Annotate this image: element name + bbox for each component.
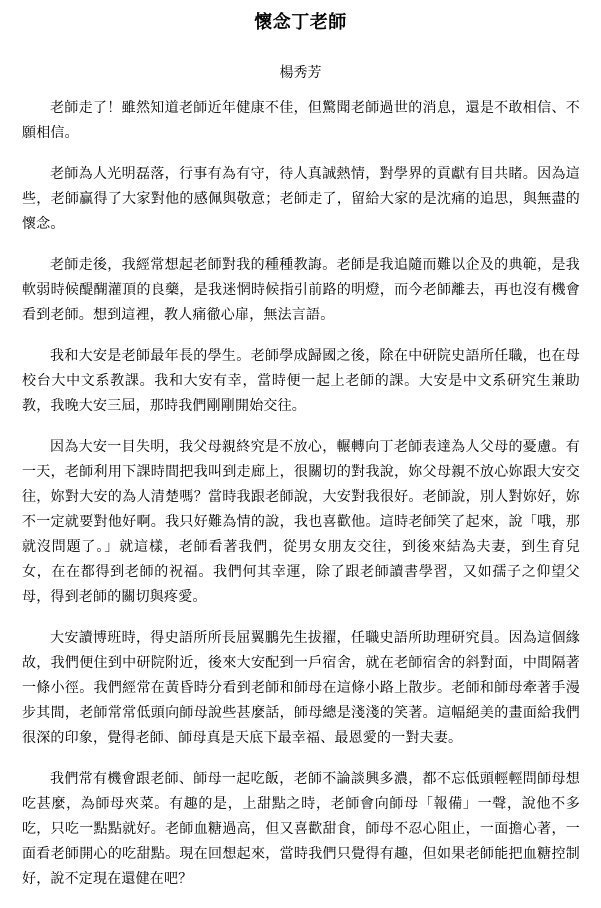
- paragraph: 我們常有機會跟老師、師母一起吃飯，老師不論談興多濃，都不忘低頭輕輕問師母想吃甚麼，為師母夾菜。有趣的是，上甜點之時，老師會向師母「報備」一聲，說他不多吃，只吃一點點就好。老師血糖過高，但又喜歡甜食，師母不忍心阻止，一面擔心著，一面看老師開心的吃甜點。現在回想起來，當時我們只覺得有趣，但如果老師能把血糖控制好，說不定現在還健在吧？: [22, 771, 580, 887]
- paragraph: 老師走後，我經常想起老師對我的種種教誨。老師是我追隨而難以企及的典範，是我軟弱時候醍醐灌頂的良藥，是我迷惘時候指引前路的明燈，而今老師離去，再也沒有機會看到老師。想到這裡，教人痛徹心扉，無法言語。: [22, 257, 580, 323]
- author-name: 楊秀芳: [279, 65, 322, 81]
- paragraph: 我和大安是老師最年長的學生。老師學成歸國之後，除在中研院史語所任職，也在母校台大中文系教課。我和大安有幸，當時便一起上老師的課。大安是中文系研究生兼助教，我晚大安三屆，那時我們剛剛開始交往。: [22, 348, 580, 414]
- document-title: 懷念丁老師: [254, 12, 347, 33]
- paragraph: 大安讀博班時，得史語所所長屈翼鵬先生拔擢，任職史語所助理研究員。因為這個緣故，我們便住到中研院附近，後來大安配到一戶宿舍，就在老師宿舍的斜對面，中間隔著一條小徑。我們經常在黃昏時分看到老師和師母在這條小路上散步。老師和師母牽著手漫步其間，老師常常低頭向師母說些甚麼話，師母總是淺淺的笑著。這幅絕美的畫面給我們很深的印象，覺得老師、師母真是天底下最幸福、最恩愛的一對夫妻。: [22, 630, 580, 746]
- paragraph: 老師為人光明磊落，行事有為有守，待人真誠熱情，對學界的貢獻有目共睹。因為這些，老師贏得了大家對他的感佩與敬意；老師走了，留給大家的是沈痛的追思，與無盡的懷念。: [22, 166, 580, 232]
- document-body: [22, 96, 580, 908]
- paragraph: 因為大安一目失明，我父母親終究是不放心，輾轉向丁老師表達為人父母的憂慮。有一天，老師利用下課時間把我叫到走廊上，很關切的對我說，妳父母親不放心妳跟大安交往，妳對大安的為人清楚嗎？當時我跟老師說，大安對我很好。老師說，別人對妳好，妳不一定就要對他好啊。我只好難為情的說，我也喜歡他。這時老師笑了起來，說「哦，那就沒問題了。」就這樣，老師看著我們，從男女朋友交往，到後來結為夫妻，到生育兒女，在在都得到老師的祝福。我們何其幸運，除了跟老師讀書學習，又如孺子之仰望父母，得到老師的關切與疼愛。: [22, 439, 580, 605]
- paragraph: 老師走了！雖然知道老師近年健康不佳，但驚聞老師過世的消息，還是不敢相信、不願相信。: [22, 100, 580, 141]
